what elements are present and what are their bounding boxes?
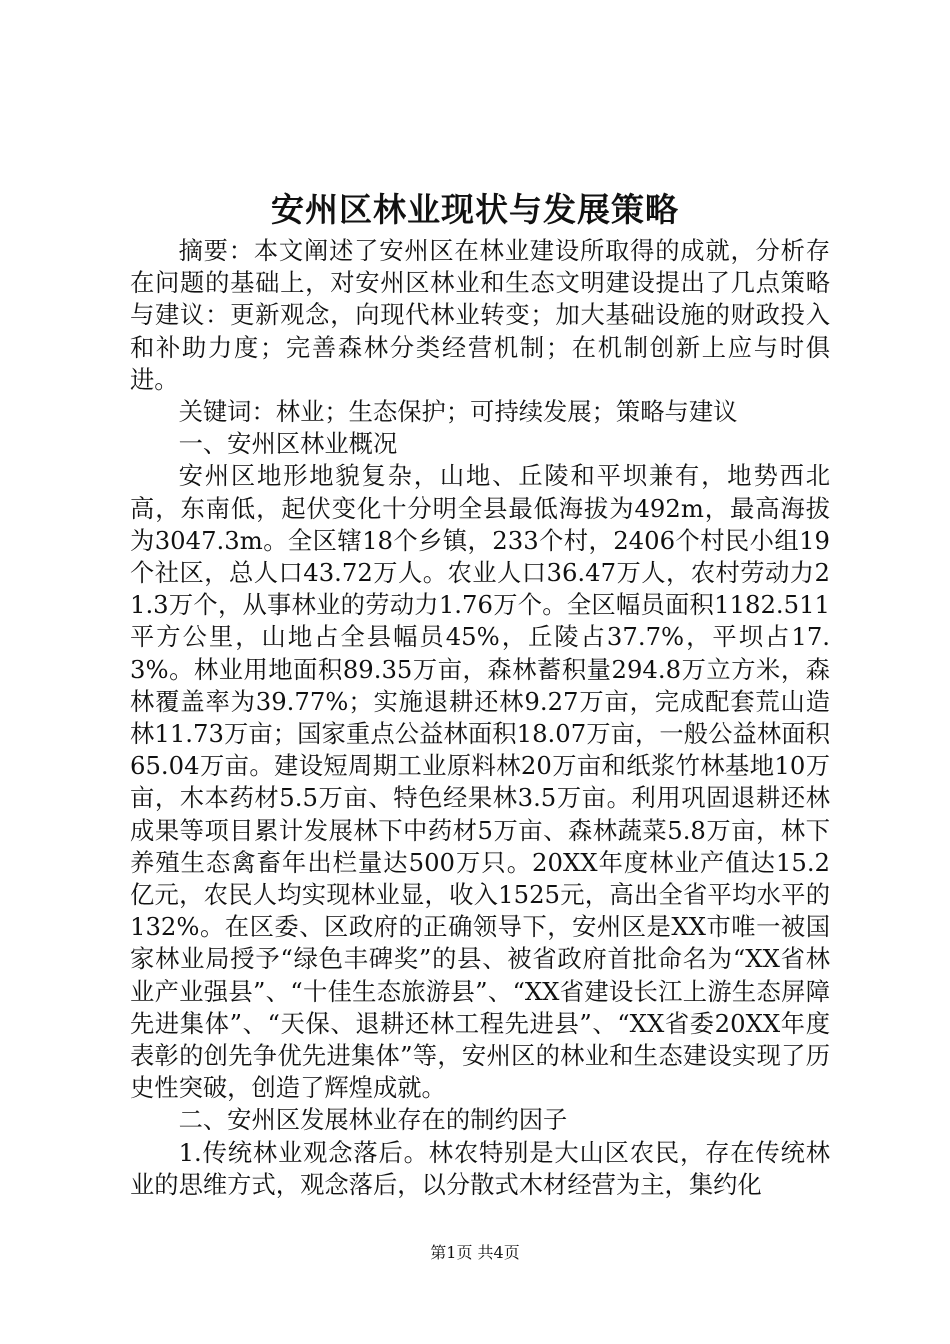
section-heading-2: 二、安州区发展林业存在的制约因子 xyxy=(178,1105,568,1135)
abstract-paragraph: 摘要：本文阐述了安州区在林业建设所取得的成就，分析存在问题的基础上，对安州区林业和生态文明建设提出了几点策略与建议：更新观念，向现代林业转变；加大基础设施的财政投入和补助力度；完善森林分类经营机制；在机制创新上应与时俱进。 xyxy=(130,236,830,394)
constraint-paragraph-1: 1.传统林业观念落后。林农特别是大山区农民，存在传统林业的思维方式，观念落后，以分散式木材经营为主，集约化 xyxy=(130,1137,830,1199)
keywords-paragraph: 关键词：林业；生态保护；可持续发展；策略与建议 xyxy=(178,397,738,427)
overview-paragraph: 安州区地形地貌复杂，山地、丘陵和平坝兼有，地势西北高，东南低，起伏变化十分明全县最低海拔为492m，最高海拔为3047.3m。全区辖18个乡镇，233个村，2406个村民小组19个社区，总人口43.72万人。农业人口36.47万人，农村劳动力21.3万个，从事林业的劳动力1.76万个。全区幅员面积1182.511平方公里，山地占全县幅员45%，丘陵占37.7%，平坝占17.3%。林业用地面积89.35万亩，森林蓄积量294.8万立方米，森林覆盖率为39.77%；实施退耕还林9.27万亩，完成配套荒山造林11.73万亩；国家重点公益林面积18.07万亩，一般公益林面积65.04万亩。建设短周期工业原料林20万亩和纸浆竹林基地10万亩，木本药材5.5万亩、特色经果林3.5万亩。利用巩固退耕还林成果等项目累计发展林下中药材5万亩、森林蔬菜5.8万亩，林下养殖生态禽畜年出栏量达500万只。20XX年度林业产值达15.2亿元，农民人均实现林业显，收入1525元，高出全省平均水平的132%。在区委、区政府的正确领导下，安州区是XX市唯一被国家林业局授予“绿色丰碑奖”的县、被省政府首批命名为“XX省林业产业强县”、“十佳生态旅游县”、“XX省建设长江上游生态屏障先进集体”、“天保、退耕还林工程先进县”、“XX省委20XX年度表彰的创先争优先进集体”等，安州区的林业和生态建设实现了历史性突破，创造了辉煌成就。 xyxy=(130,461,830,1103)
page-footer: 第1页 共4页 xyxy=(430,1243,520,1262)
section-heading-1: 一、安州区林业概况 xyxy=(178,429,398,459)
document-title: 安州区林业现状与发展策略 xyxy=(271,190,679,229)
document-body xyxy=(130,235,830,1201)
